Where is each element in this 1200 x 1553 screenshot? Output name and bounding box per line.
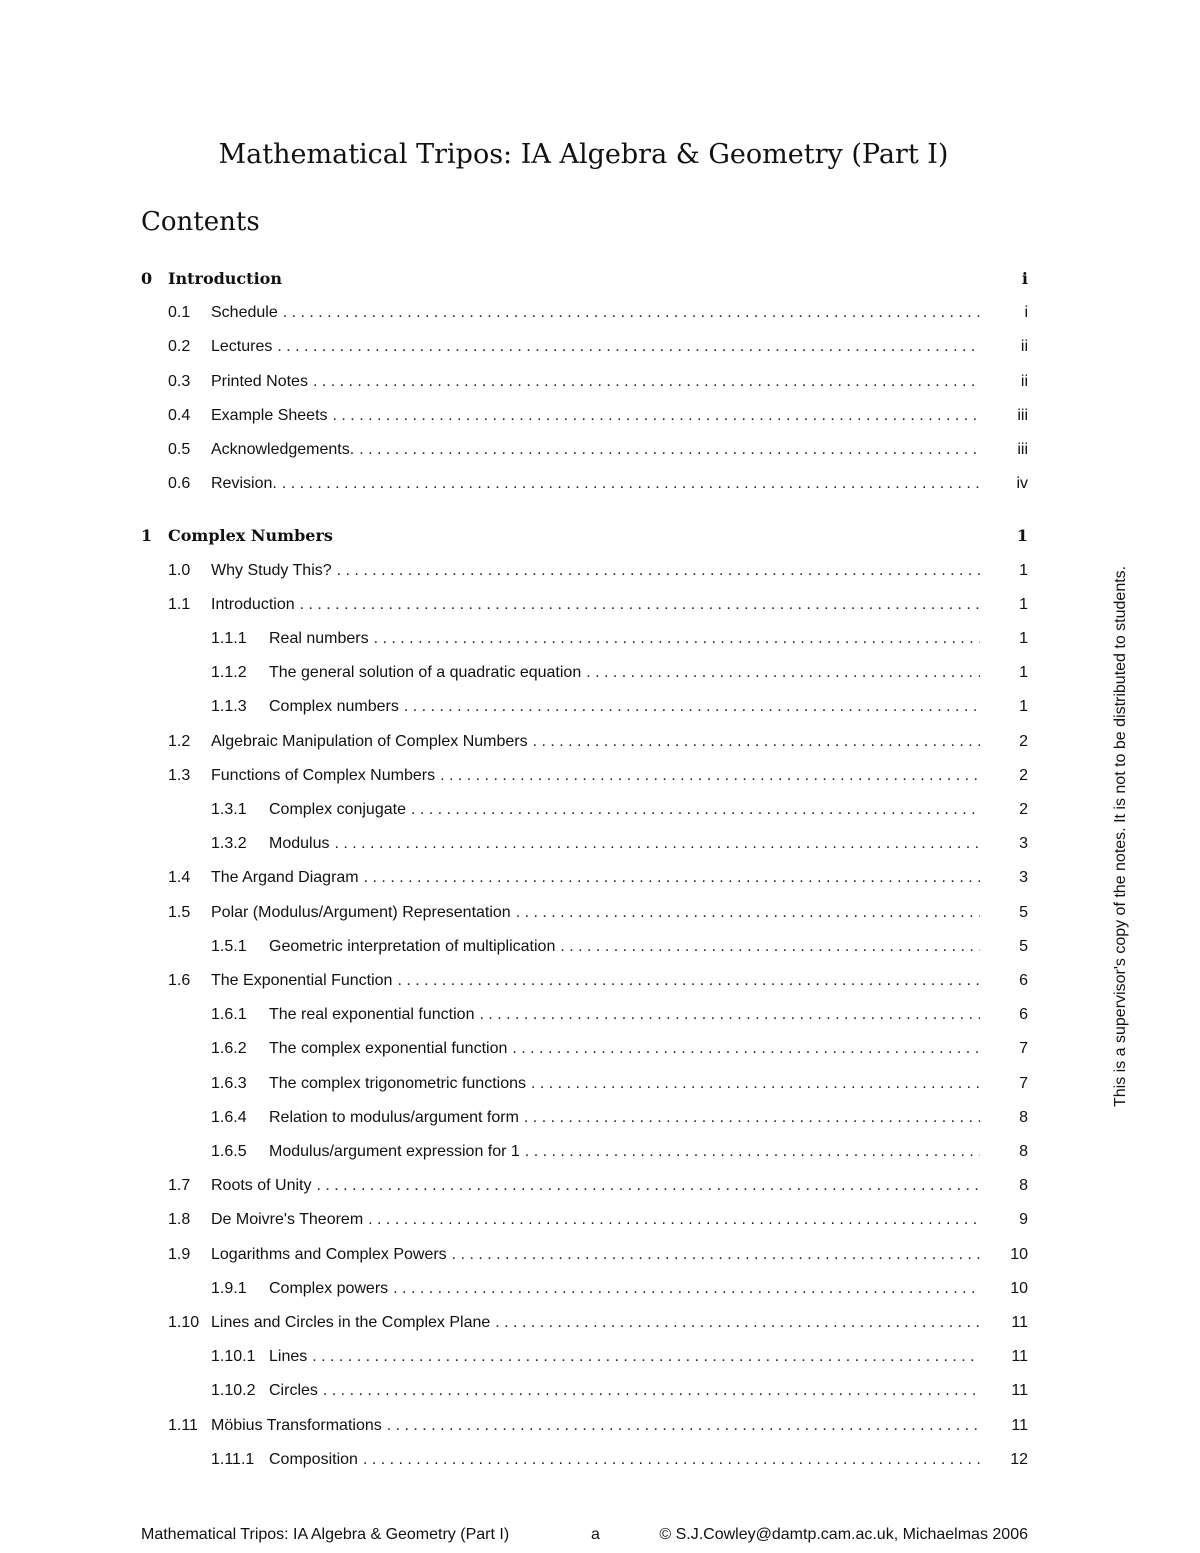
toc-dot-leader <box>374 628 980 650</box>
toc-entry-page: i <box>1021 269 1028 288</box>
toc-entry[interactable] <box>141 791 1028 821</box>
toc-entry-title: Real numbers <box>269 630 369 647</box>
toc-entry[interactable] <box>141 328 1028 358</box>
toc-dot-leader <box>586 662 980 684</box>
toc-entry-page: 8 <box>1019 1143 1028 1160</box>
toc-entry-title: Modulus <box>269 835 330 853</box>
toc-entry-page: 11 <box>1011 1382 1028 1400</box>
toc-entry[interactable] <box>141 723 1028 753</box>
toc-entry-number: 1.6 <box>168 972 191 989</box>
toc-entry-title: The complex trigonometric functions <box>269 1074 526 1092</box>
toc-dot-leader <box>533 731 980 753</box>
toc-entry-number: 1.6.5 <box>211 1143 247 1160</box>
toc-entry[interactable] <box>141 1167 1028 1197</box>
toc-entry-page: 10 <box>1010 1279 1028 1297</box>
toc-entry[interactable] <box>141 1372 1028 1402</box>
toc-dot-leader <box>397 970 980 992</box>
toc-entry-page: iii <box>1017 441 1028 458</box>
toc-entry-title: The general solution of a quadratic equation <box>269 664 582 682</box>
toc-entry-number: 1.5 <box>168 903 191 921</box>
toc-entry-title: Lines <box>269 1348 308 1366</box>
toc-entry-title: Algebraic Manipulation of Complex Numbers <box>211 732 528 750</box>
toc-entry-number: 1.11 <box>168 1416 198 1434</box>
toc-entry-title: Why Study This? <box>211 561 332 579</box>
toc-entry-title: Logarithms and Complex Powers <box>211 1245 447 1263</box>
toc-entry[interactable] <box>141 1304 1028 1334</box>
toc-entry-number: 0.2 <box>168 338 191 356</box>
toc-entry[interactable] <box>141 859 1028 889</box>
toc-entry-page: 11 <box>1011 1314 1028 1331</box>
toc-entry-page: 1 <box>1019 664 1028 682</box>
toc-dot-leader <box>300 594 980 616</box>
toc-entry-number: 1.2 <box>168 732 191 750</box>
toc-entry-page: 1 <box>1019 698 1028 716</box>
toc-dot-leader <box>323 1380 980 1402</box>
contents-heading: Contents <box>141 207 260 237</box>
toc-dot-leader <box>512 1038 980 1060</box>
toc-entry-page: 5 <box>1019 903 1028 921</box>
toc-entry-title: Complex conjugate <box>269 801 406 818</box>
toc-entry[interactable] <box>141 1407 1028 1437</box>
toc-entry-number: 1.7 <box>168 1177 191 1195</box>
toc-entry-number: 0.6 <box>168 475 191 493</box>
toc-entry-number: 1.1.2 <box>211 664 247 682</box>
toc-entry-title: Roots of Unity <box>211 1177 312 1195</box>
toc-entry-title: Revision. <box>211 475 277 493</box>
toc-entry-number: 1 <box>141 526 153 546</box>
toc-entry[interactable] <box>141 1099 1028 1129</box>
toc-entry-page: 12 <box>1010 1450 1028 1468</box>
toc-entry-page: 2 <box>1019 801 1028 818</box>
toc-entry-number: 0 <box>141 269 153 288</box>
toc-entry-page: iv <box>1016 475 1028 493</box>
toc-entry-page: 5 <box>1019 937 1028 955</box>
toc-entry[interactable] <box>141 894 1028 924</box>
toc-entry[interactable] <box>141 620 1028 650</box>
toc-entry-title: Schedule <box>211 304 278 322</box>
toc-entry[interactable] <box>141 586 1028 616</box>
toc-entry-number: 1.10.1 <box>211 1348 256 1366</box>
toc-entry-title: Complex powers <box>269 1279 389 1297</box>
toc-entry-page: 11 <box>1011 1348 1028 1366</box>
toc-entry-number: 1.3.1 <box>211 801 247 818</box>
toc-entry-number: 1.9 <box>168 1245 191 1263</box>
toc-entry-title: The Exponential Function <box>211 972 393 989</box>
toc-dot-leader <box>313 371 980 393</box>
toc-entry-page: 3 <box>1019 869 1028 887</box>
toc-dot-leader <box>524 1107 980 1129</box>
toc-entry-number: 1.0 <box>168 561 191 579</box>
toc-entry-title: The complex exponential function <box>269 1040 508 1058</box>
toc-entry-page: 1 <box>1019 630 1028 647</box>
toc-entry[interactable] <box>141 1133 1028 1163</box>
toc-entry[interactable] <box>141 431 1028 461</box>
toc-dot-leader <box>525 1141 980 1163</box>
toc-dot-leader <box>316 1175 980 1197</box>
toc-entry-page: 10 <box>1010 1245 1028 1263</box>
footer-page-label: a <box>591 1526 600 1543</box>
toc-dot-leader <box>531 1073 980 1095</box>
toc-entry-page: i <box>1024 304 1028 322</box>
toc-chapter[interactable] <box>141 260 1028 290</box>
toc-entry-title: Printed Notes <box>211 372 308 390</box>
toc-entry[interactable] <box>141 1236 1028 1266</box>
toc-dot-leader <box>364 867 980 889</box>
toc-entry-number: 1.10 <box>168 1314 200 1331</box>
toc-entry-page: 8 <box>1019 1177 1028 1195</box>
toc-dot-leader <box>479 1004 980 1026</box>
toc-entry-title: Möbius Transformations <box>211 1416 382 1434</box>
toc-entry[interactable] <box>141 1030 1028 1060</box>
toc-entry[interactable] <box>141 757 1028 787</box>
footer-document-title: Mathematical Tripos: IA Algebra & Geometry (Part I) <box>141 1526 510 1543</box>
toc-entry-title: Lectures <box>211 338 273 356</box>
toc-entry-page: 1 <box>1019 595 1028 613</box>
toc-entry[interactable] <box>141 1065 1028 1095</box>
toc-entry-number: 1.1 <box>168 595 191 613</box>
toc-entry[interactable] <box>141 962 1028 992</box>
toc-entry-number: 1.11.1 <box>211 1450 255 1468</box>
toc-entry-page: ii <box>1020 372 1028 390</box>
toc-entry[interactable] <box>141 465 1028 495</box>
toc-entry-page: 1 <box>1016 526 1028 546</box>
toc-entry-title: Geometric interpretation of multiplication <box>269 937 556 955</box>
toc-entry-number: 1.6.2 <box>211 1040 247 1058</box>
toc-entry-page: 8 <box>1019 1108 1028 1126</box>
toc-entry-number: 1.1.3 <box>211 698 247 716</box>
toc-entry-page: 2 <box>1019 766 1028 784</box>
toc-entry[interactable] <box>141 397 1028 427</box>
toc-dot-leader <box>495 1312 980 1334</box>
toc-entry-number: 0.4 <box>168 406 191 424</box>
toc-entry-title: Circles <box>269 1382 318 1400</box>
toc-dot-leader <box>368 1209 980 1231</box>
toc-entry-number: 1.4 <box>168 869 191 887</box>
toc-dot-leader <box>387 1415 980 1437</box>
toc-entry-title: Composition <box>269 1450 358 1468</box>
toc-entry-number: 1.6.4 <box>211 1108 247 1126</box>
toc-entry-title: Complex Numbers <box>168 526 333 546</box>
toc-entry[interactable] <box>141 654 1028 684</box>
toc-dot-leader <box>277 336 980 358</box>
toc-entry-page: 2 <box>1019 732 1028 750</box>
toc-entry-title: Example Sheets <box>211 406 328 424</box>
toc-entry-number: 1.6.1 <box>211 1006 247 1024</box>
toc-dot-leader <box>452 1244 980 1266</box>
toc-dot-leader <box>393 1278 980 1300</box>
toc-entry-number: 1.3 <box>168 766 191 784</box>
toc-entry-page: iii <box>1017 406 1028 424</box>
toc-dot-leader <box>560 936 980 958</box>
toc-entry-title: Relation to modulus/argument form <box>269 1108 519 1126</box>
toc-entry-title: De Moivre's Theorem <box>211 1211 364 1229</box>
toc-entry-number: 0.3 <box>168 372 191 390</box>
toc-entry-title: Introduction <box>168 269 282 288</box>
toc-entry[interactable] <box>141 1338 1028 1368</box>
toc-entry-number: 1.1.1 <box>211 630 247 647</box>
toc-dot-leader <box>516 902 980 924</box>
toc-entry-page: 6 <box>1019 972 1028 989</box>
toc-entry[interactable] <box>141 688 1028 718</box>
toc-entry-page: 3 <box>1019 835 1028 853</box>
toc-entry-title: Introduction <box>211 595 295 613</box>
document-title: Mathematical Tripos: IA Algebra & Geometry (Part I) <box>218 139 949 170</box>
toc-dot-leader <box>440 765 980 787</box>
toc-entry-title: Acknowledgements. <box>211 441 355 458</box>
toc-dot-leader <box>404 696 980 718</box>
toc-entry-title: Complex numbers <box>269 698 399 716</box>
toc-entry[interactable] <box>141 294 1028 324</box>
toc-dot-leader <box>333 405 980 427</box>
toc-entry-number: 0.1 <box>168 304 191 322</box>
toc-dot-leader <box>334 833 980 855</box>
toc-dot-leader <box>282 473 980 495</box>
toc-entry-page: 1 <box>1019 561 1028 579</box>
toc-entry-number: 1.8 <box>168 1211 191 1229</box>
toc-entry-title: Lines and Circles in the Complex Plane <box>211 1314 491 1331</box>
toc-entry-page: 11 <box>1011 1416 1028 1434</box>
toc-entry-title: Modulus/argument expression for 1 <box>269 1143 520 1160</box>
footer-copyright: © S.J.Cowley@damtp.cam.ac.uk, Michaelmas 2006 <box>659 1526 1028 1543</box>
toc-entry-number: 1.10.2 <box>211 1382 256 1400</box>
toc-dot-leader <box>363 1449 980 1471</box>
toc-entry-page: ii <box>1020 338 1028 356</box>
toc-entry-title: The real exponential function <box>269 1006 475 1024</box>
toc-entry-number: 0.5 <box>168 441 191 458</box>
toc-entry[interactable] <box>141 552 1028 582</box>
toc-entry-page: 7 <box>1019 1040 1028 1058</box>
toc-entry-number: 1.6.3 <box>211 1074 247 1092</box>
toc-entry-number: 1.3.2 <box>211 835 247 853</box>
toc-entry-title: Polar (Modulus/Argument) Representation <box>211 903 511 921</box>
toc-entry[interactable] <box>141 363 1028 393</box>
toc-dot-leader <box>359 439 980 461</box>
supervisor-copy-note: This is a supervisor's copy of the notes. It is not to be distributed to students. <box>1112 565 1129 1107</box>
toc-entry-page: 6 <box>1019 1006 1028 1024</box>
toc-entry-title: The Argand Diagram <box>211 869 359 887</box>
toc-entry-page: 7 <box>1019 1074 1028 1092</box>
toc-entry-number: 1.9.1 <box>211 1279 247 1297</box>
toc-dot-leader <box>337 560 980 582</box>
toc-entry[interactable] <box>141 825 1028 855</box>
toc-entry[interactable] <box>141 996 1028 1026</box>
toc-entry-title: Functions of Complex Numbers <box>211 766 436 784</box>
toc-dot-leader <box>283 302 980 324</box>
toc-dot-leader <box>411 799 980 821</box>
toc-entry[interactable] <box>141 1201 1028 1231</box>
toc-entry[interactable] <box>141 1441 1028 1471</box>
toc-entry-number: 1.5.1 <box>211 937 247 955</box>
toc-chapter[interactable] <box>141 517 1028 547</box>
toc-dot-leader <box>312 1346 980 1368</box>
toc-entry[interactable] <box>141 1270 1028 1300</box>
toc-entry[interactable] <box>141 928 1028 958</box>
toc-entry-page: 9 <box>1019 1211 1028 1229</box>
